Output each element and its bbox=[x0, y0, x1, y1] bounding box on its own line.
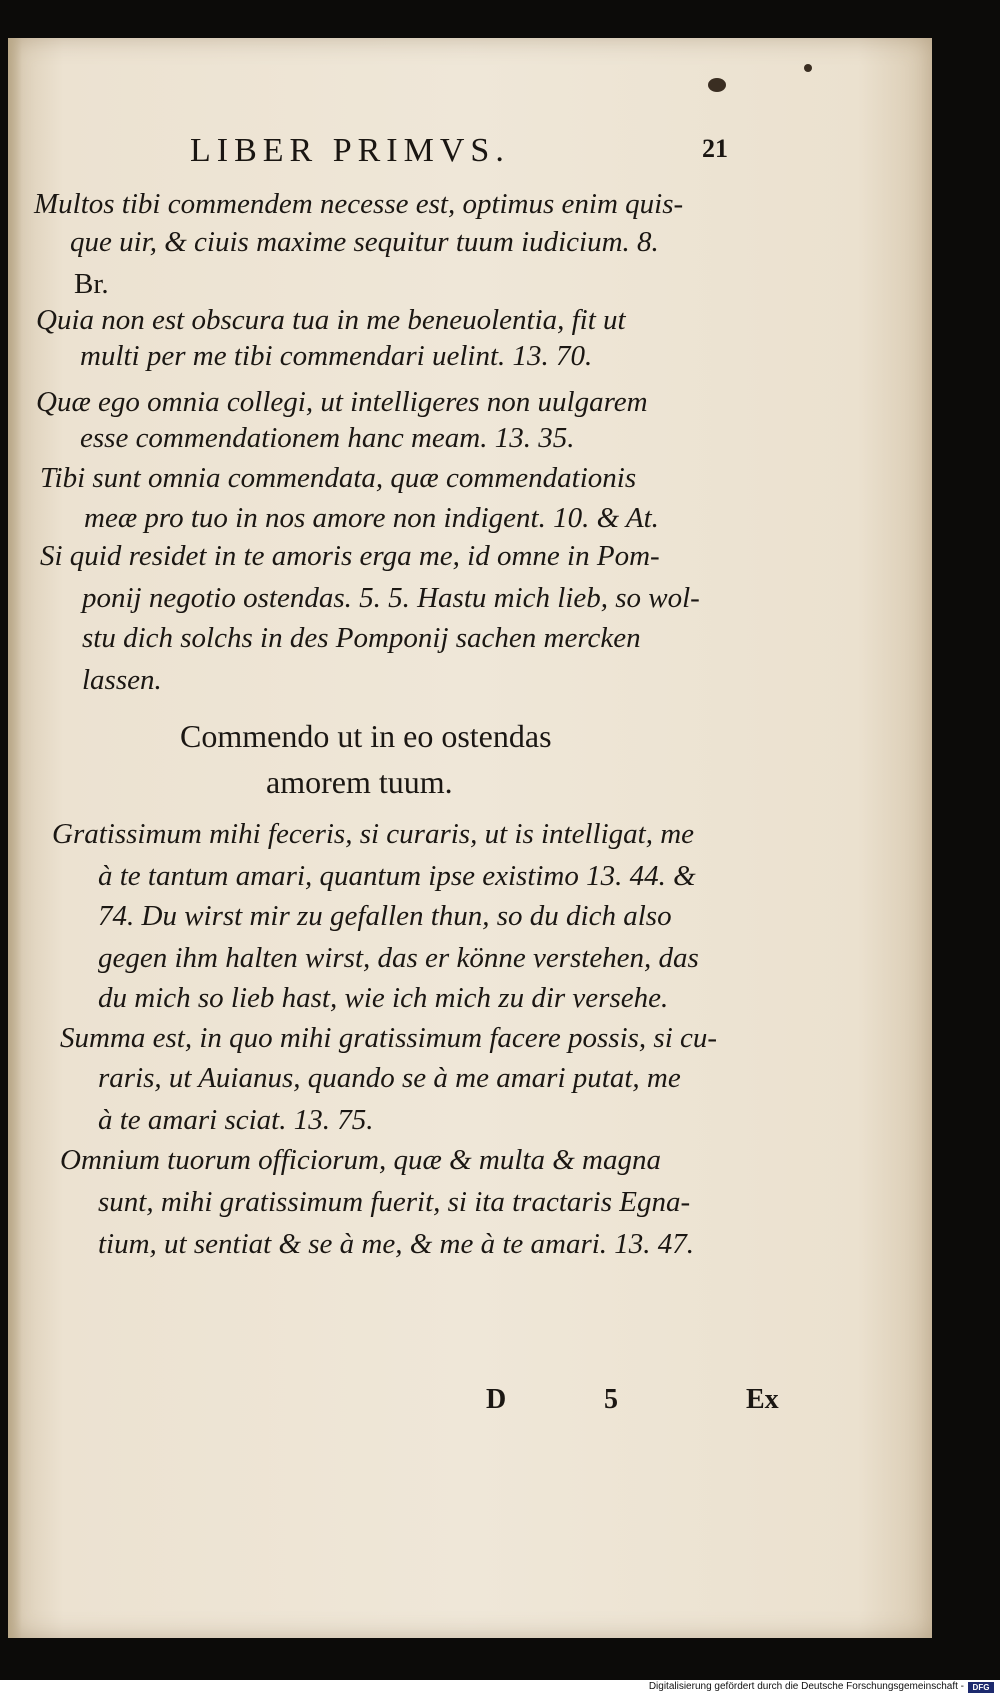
text-line: ponij negotio ostendas. 5. 5. Hastu mich lieb, so wol- bbox=[82, 582, 700, 614]
text-line: multi per me tibi commendari uelint. 13. 70. bbox=[80, 340, 593, 372]
text-line: Br. bbox=[74, 268, 109, 300]
text-line: esse commendationem hanc meam. 13. 35. bbox=[80, 422, 575, 454]
section-heading: amorem tuum. bbox=[266, 764, 453, 800]
text-line: Quæ ego omnia collegi, ut intelligeres non uulgarem bbox=[36, 386, 648, 418]
section-heading: Commendo ut in eo ostendas bbox=[180, 718, 552, 754]
ink-spot bbox=[804, 64, 812, 72]
text-line: du mich so lieb hast, wie ich mich zu dir versehe. bbox=[98, 982, 669, 1014]
footer bbox=[0, 1680, 1000, 1696]
signature-line bbox=[0, 1384, 1000, 1424]
text-line: gegen ihm halten wirst, das er könne verstehen, das bbox=[98, 942, 699, 974]
text-line: tium, ut sentiat & se à me, & me à te amari. 13. 47. bbox=[98, 1228, 695, 1260]
text-line: sunt, mihi gratissimum fuerit, si ita tractaris Egna- bbox=[98, 1186, 691, 1218]
text-line: stu dich solchs in des Pomponij sachen mercken bbox=[82, 622, 641, 654]
text-line: meæ pro tuo in nos amore non indigent. 10. & At. bbox=[84, 502, 659, 534]
ink-spot bbox=[708, 78, 726, 92]
text-line: Multos tibi commendem necesse est, optimus enim quis- bbox=[34, 188, 684, 220]
running-header bbox=[0, 100, 1000, 170]
text-line: Omnium tuorum officiorum, quæ & multa & magna bbox=[60, 1144, 661, 1176]
running-head: LIBER PRIMVS. bbox=[190, 132, 510, 169]
text-line: raris, ut Auianus, quando se à me amari putat, me bbox=[98, 1062, 681, 1094]
text-line: 74. Du wirst mir zu gefallen thun, so du dich also bbox=[98, 900, 672, 932]
text-line: Gratissimum mihi feceris, si curaris, ut is intelligat, me bbox=[52, 818, 695, 850]
text-line: à te amari sciat. 13. 75. bbox=[98, 1104, 374, 1136]
signature-number: 5 bbox=[604, 1384, 618, 1415]
signature-mark: D bbox=[486, 1384, 507, 1415]
text-line: à te tantum amari, quantum ipse existimo 13. 44. & bbox=[98, 860, 696, 892]
text-line: Tibi sunt omnia commendata, quæ commendationis bbox=[40, 462, 637, 494]
text-line: lassen. bbox=[82, 664, 162, 696]
text-line: Quia non est obscura tua in me beneuolentia, fit ut bbox=[36, 304, 626, 336]
text-line: Si quid residet in te amoris erga me, id omne in Pom- bbox=[40, 540, 660, 572]
catchword: Ex bbox=[746, 1384, 779, 1415]
dfg-logo: DFG bbox=[968, 1682, 994, 1693]
text-line: Summa est, in quo mihi gratissimum facere possis, si cu- bbox=[60, 1022, 718, 1054]
folio-number: 21 bbox=[702, 134, 728, 163]
text-line: que uir, & ciuis maxime sequitur tuum iudicium. 8. bbox=[70, 226, 659, 258]
digitization-credit: Digitalisierung gefördert durch die Deutsche Forschungsgemeinschaft - bbox=[648, 1681, 964, 1692]
